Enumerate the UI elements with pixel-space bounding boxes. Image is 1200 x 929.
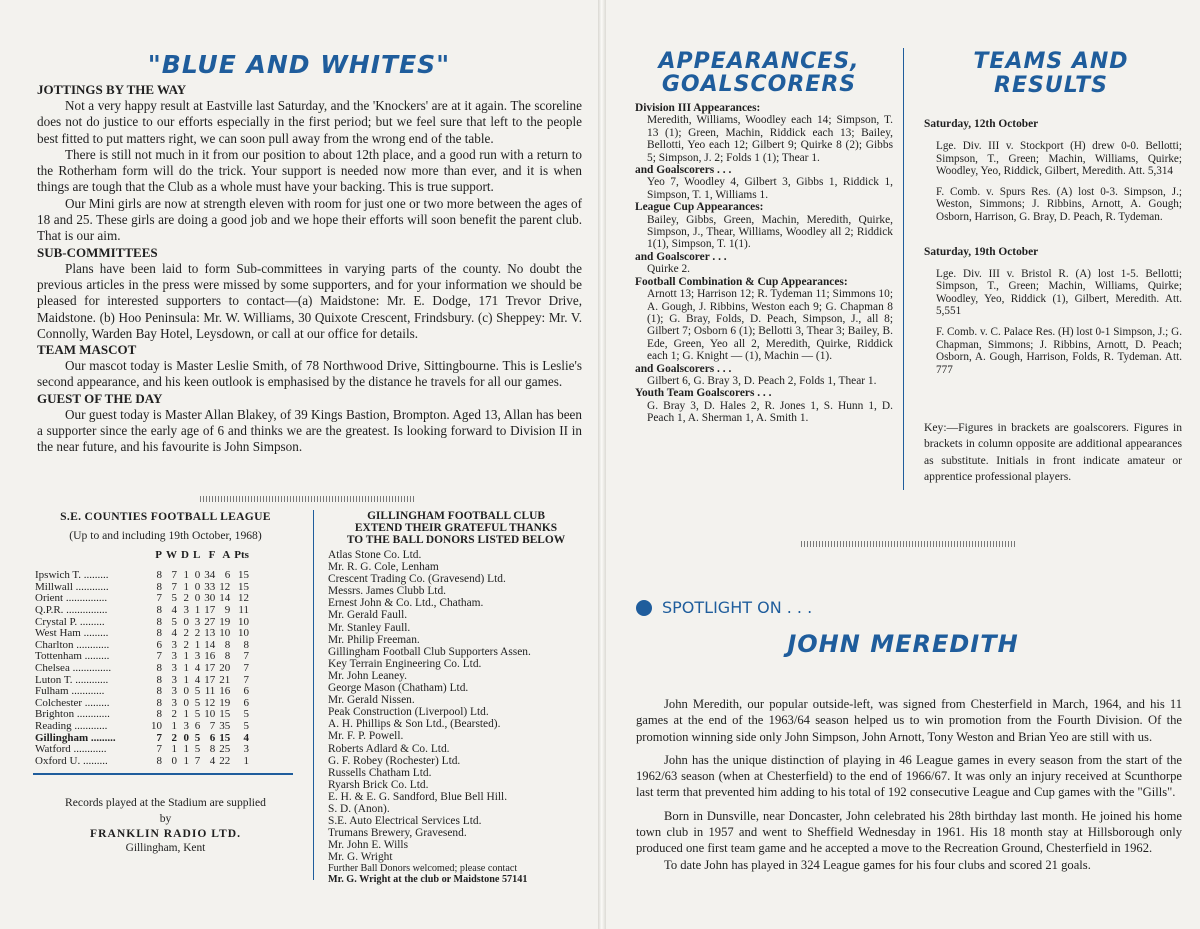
donor-item: Atlas Stone Co. Ltd.	[328, 549, 422, 561]
team-name: Brighton ............	[35, 709, 110, 721]
stat-cell: 15	[219, 708, 231, 721]
stat-cell: 6	[243, 685, 249, 698]
stat-cell: 0	[194, 592, 201, 605]
donors-heading: TO THE BALL DONORS LISTED BELOW	[346, 534, 566, 546]
team-name: Charlton ............	[35, 639, 110, 651]
results-title-line: TEAMS AND	[973, 49, 1129, 74]
spotlight-paragraph: John Meredith, our popular outside-left, was signed from Chesterfield in March, 1964, and his 11 games at the end of the 1963/64 season helped us to win promotion from the Fourth Division. Of the promotion winning side only John Simpson, John Arnott, Tony Weston and Brian Yeo are still with us.	[636, 697, 1182, 744]
stat-cell: 1	[183, 743, 189, 756]
stat-cell: 19	[219, 696, 231, 709]
appearances-text: Yeo 7, Woodley 4, Gilbert 3, Gibbs 1, Riddick 1, Simpson, T. 1, Williams 1.	[647, 176, 893, 201]
stat-cell: 1	[183, 754, 189, 767]
stat-cell: 16	[219, 685, 231, 698]
donor-item: Roberts Adlard & Co. Ltd.	[328, 742, 450, 755]
donor-item: Gillingham Football Club Supporters Assen.	[328, 645, 531, 658]
stat-cell: 5	[194, 743, 201, 756]
donor-item: Messrs. James Clubb Ltd.	[328, 585, 447, 598]
league-row	[33, 605, 251, 617]
league-row	[33, 733, 251, 745]
donor-item: Trumans Brewery, Gravesend.	[328, 827, 467, 840]
stat-cell: 6	[209, 731, 216, 744]
spotlight-label: SPOTLIGHT ON . . .	[662, 598, 813, 617]
league-table	[33, 550, 251, 768]
team-name: Luton T. ............	[35, 674, 109, 686]
league-row	[33, 663, 251, 675]
section-heading: TEAM MASCOT	[37, 342, 137, 358]
section-heading: GUEST OF THE DAY	[37, 390, 163, 406]
donor-item: Mr. Stanley Faull.	[328, 621, 411, 634]
stat-cell: 3	[183, 719, 189, 732]
stat-cell: 7	[243, 673, 249, 686]
stat-cell: 8	[156, 580, 162, 593]
stat-cell: 1	[183, 580, 189, 593]
paragraph: Plans have been laid to form Sub-committees in varying parts of the county. No doubt the previous articles in the press were missed by some supporters, and for your information we should be pleased for interested supporters to contact—(a) Maidstone: Mr. E. Dodge, 171 Trevor Drive, Maidstone. (b) Hoo Peninsula: Mr. W. Williams, 30 Quixote Crescent, Frindsbury. (c) Sheppey: Mr. V. Connolly, Warden Bay Hotel, Leysdown, or call at our office for details.	[37, 260, 582, 341]
records-note: Records played at the Stadium are supplied	[65, 796, 266, 810]
stat-cell: 8	[156, 685, 162, 698]
stat-cell: 8	[224, 650, 231, 663]
results-title	[911, 50, 1191, 98]
spotlight-paragraph: John has the unique distinction of playing in 46 League games in every season from the start of the 1962/63 season (when at Chesterfield) to the end of 1966/67. It was only an injury received at Scunthorpe last term that prevented him adding to his total of 192 consecutive League and Cup games with the "Gills".	[636, 752, 1182, 800]
stat-cell: 9	[224, 603, 231, 616]
appearances-heading: League Cup Appearances:	[635, 201, 764, 214]
results-list	[924, 118, 1182, 384]
stat-cell: 7	[243, 650, 249, 663]
stat-cell: 3	[171, 650, 177, 663]
stat-cell: 8	[209, 743, 216, 756]
stat-cell: 3	[171, 638, 177, 651]
results-key: Key:—Figures in brackets are goalscorers. Figures in brackets in column opposite are additional appearances as substitute. Initials in front indicate amateur or apprentice professional players.	[924, 421, 1182, 484]
column-header: P	[155, 548, 162, 561]
stat-cell: 10	[151, 719, 162, 732]
stat-cell: 7	[194, 754, 201, 767]
column-rule	[903, 48, 904, 490]
stat-cell: 3	[171, 696, 177, 709]
appearances-heading: Football Combination & Cup Appearances:	[635, 275, 848, 288]
donors-footer: Further Ball Donors welcomed; please contact	[328, 863, 518, 875]
stat-cell: 0	[183, 696, 189, 709]
stat-cell: 5	[243, 708, 249, 721]
stat-cell: 16	[204, 650, 216, 663]
donor-item: Ryarsh Brick Co. Ltd.	[328, 778, 429, 791]
stat-cell: 11	[204, 685, 216, 698]
stat-cell: 15	[219, 731, 231, 744]
paragraph: Our Mini girls are now at strength eleven with room for just one or two more between the ages of 18 and 25. These girls are doing a good job and we hope their efforts will soon benefit the parent club. That is our aim.	[37, 195, 582, 244]
team-name: Crystal P. .........	[35, 616, 105, 628]
column-header: L	[192, 548, 201, 561]
paragraph: Our mascot today is Master Leslie Smith, of 78 Northwood Drive, Sittingbourne. This is Leslie's second appearance, and his keen outlook is emphasised by the distance he travels for all our games.	[37, 358, 582, 390]
stat-cell: 12	[219, 580, 231, 593]
stat-cell: 8	[156, 754, 162, 767]
paragraph: There is still not much in it from our position to about 12th place, and a good run with a return to the Rotherham form will do the trick. Your support is needed now more than ever, and it is when things are tough that the Club as a whole must have your backing. This is true support.	[37, 146, 582, 195]
donor-item: Mr. John E. Wills	[328, 839, 409, 852]
team-name: Gillingham .........	[35, 732, 116, 744]
column-header: W	[166, 548, 177, 561]
match-result: F. Comb. v. Spurs Res. (A) lost 0-3. Simpson, J.; Weston, Simmons; J. Ribbins, Arnott, A. Gough; Osborn, Harrison, G. Bray, D. Peach, R. Tydeman.	[936, 185, 1182, 223]
match-result: F. Comb. v. C. Palace Res. (H) lost 0-1 Simpson, J.; G. Chapman, Simmons; J. Ribbins, Arnott, D. Peach; Osborn, A. Gough, Harrison, Folds, R. Tydeman. Att. 777	[936, 325, 1182, 376]
appearances-title	[624, 50, 894, 96]
blue-and-whites-title: "BLUE AND WHITES"	[147, 50, 451, 79]
stat-cell: 21	[219, 673, 231, 686]
league-table-block	[33, 510, 298, 854]
league-row	[33, 744, 251, 756]
spotlight-bullet	[636, 600, 652, 616]
stat-cell: 8	[156, 708, 162, 721]
results-date: Saturday, 12th October	[924, 118, 1039, 130]
stat-cell: 3	[171, 685, 177, 698]
stat-cell: 4	[194, 661, 201, 674]
spotlight-paragraph: Born in Dunsville, near Doncaster, John celebrated his 28th birthday last month. He joined his home town club in 1957 and went to Sheffield Wednesday in 1961. His 18 month stay at Hillsborough only produced one first team game and he accepted a move to the Recreation Ground, Chesterfield in 1962.	[636, 808, 1182, 856]
stat-cell: 1	[243, 754, 249, 767]
league-title: S.E. COUNTIES FOOTBALL LEAGUE	[60, 510, 271, 523]
paragraph: Not a very happy result at Eastville last Saturday, and the 'Knockers' are at it again. The scoreline does not do justice to our efforts especially in the first period; but we feel sure that left to the people best fitted to put matters right, we can soon pull away from the wrong end of the table.	[37, 98, 582, 146]
match-result: Lge. Div. III v. Bristol R. (A) lost 1-5. Bellotti; Simpson, T., Green; Machin, Williams, Quirke; Woodley, Yeo, Riddick (1), Gilbert, Meredith. Att. 5,551	[936, 267, 1182, 318]
column-header: F	[208, 548, 216, 561]
donor-item: S.E. Auto Electrical Services Ltd.	[328, 815, 482, 828]
donor-item: A. H. Phillips & Son Ltd., (Bearsted).	[328, 718, 501, 731]
appearances-text: G. Bray 3, D. Hales 2, R. Jones 1, S. Hunn 1, D. Peach 1, A. Sherman 1, A. Smith 1.	[647, 399, 893, 425]
stat-cell: 8	[224, 638, 231, 651]
league-row	[33, 698, 251, 710]
results-title-line: RESULTS	[994, 73, 1108, 98]
column-header: A	[222, 548, 231, 561]
stat-cell: 14	[219, 592, 231, 605]
stat-cell: 2	[183, 638, 189, 651]
league-row	[33, 617, 251, 629]
team-name: West Ham .........	[35, 628, 109, 640]
stat-cell: 35	[219, 719, 231, 732]
stat-cell: 0	[183, 615, 189, 628]
section-heading: SUB-COMMITTEES	[37, 244, 158, 260]
stat-cell: 1	[171, 719, 177, 732]
stat-cell: 4	[209, 754, 216, 767]
donor-item: Mr. Gerald Nissen.	[328, 694, 415, 707]
team-name: Reading ............	[35, 720, 108, 732]
stat-cell: 6	[156, 638, 162, 651]
stat-cell: 4	[171, 627, 177, 640]
appearances-heading: and Goalscorers . . .	[635, 164, 732, 177]
stat-cell: 8	[156, 696, 162, 709]
appearances-heading: Division III Appearances:	[635, 102, 761, 114]
stat-cell: 4	[194, 673, 201, 686]
divider	[801, 541, 1016, 547]
column-header: D	[181, 548, 189, 561]
appearances-list	[635, 102, 893, 425]
stat-cell: 1	[171, 743, 177, 756]
stat-cell: 1	[183, 661, 189, 674]
stat-cell: 5	[171, 592, 177, 605]
stat-cell: 0	[194, 580, 201, 593]
stat-cell: 33	[204, 580, 216, 593]
appearances-text: Gilbert 6, G. Bray 3, D. Peach 2, Folds 1, Thear 1.	[647, 374, 877, 387]
records-by: by	[159, 811, 172, 825]
stat-cell: 7	[243, 661, 249, 674]
stat-cell: 6	[224, 569, 231, 582]
donors-heading: EXTEND THEIR GRATEFUL THANKS	[354, 522, 558, 534]
stat-cell: 12	[204, 696, 216, 709]
stat-cell: 8	[156, 661, 162, 674]
donor-item: Peak Construction (Liverpool) Ltd.	[328, 706, 489, 719]
stat-cell: 8	[243, 638, 249, 651]
stat-cell: 14	[204, 638, 216, 651]
stat-cell: 22	[219, 754, 231, 767]
appearances-text: Quirke 2.	[647, 263, 691, 276]
stat-cell: 34	[204, 569, 216, 582]
spotlight-paragraph: To date John has played in 324 League games for his four clubs and scored 21 goals.	[664, 857, 1091, 872]
stat-cell: 25	[219, 743, 231, 756]
stat-cell: 7	[156, 650, 162, 663]
stat-cell: 10	[204, 708, 216, 721]
team-name: Q.P.R. ...............	[35, 604, 108, 616]
stat-cell: 8	[156, 569, 162, 582]
donor-list	[322, 549, 590, 863]
spotlight-name: JOHN MEREDITH	[787, 630, 1019, 658]
sub-committees-section	[37, 245, 582, 342]
donor-item: G. F. Robey (Rochester) Ltd.	[328, 754, 461, 767]
stat-cell: 1	[183, 650, 189, 663]
donor-item: Key Terrain Engineering Co. Ltd.	[328, 657, 482, 670]
team-name: Watford ............	[35, 744, 107, 756]
stat-cell: 7	[156, 743, 162, 756]
table-rule	[33, 773, 293, 775]
appearances-text: Bailey, Gibbs, Green, Machin, Meredith, Quirke, Simpson, J., Thear, Williams, Woodley all 2; Riddick 1(1), Simpson, T. 1(1).	[647, 213, 893, 251]
stat-cell: 7	[209, 719, 216, 732]
stat-cell: 3	[194, 650, 201, 663]
stat-cell: 7	[156, 592, 162, 605]
donor-item: George Mason (Chatham) Ltd.	[328, 682, 469, 695]
divider	[200, 496, 415, 502]
stat-cell: 20	[219, 661, 231, 674]
stat-cell: 5	[194, 685, 201, 698]
stat-cell: 17	[204, 603, 216, 616]
page-fold	[598, 0, 606, 929]
stat-cell: 5	[171, 615, 177, 628]
team-mascot-section	[37, 342, 582, 391]
stat-cell: 6	[243, 696, 249, 709]
stat-cell: 8	[156, 615, 162, 628]
league-header-row	[33, 550, 251, 562]
donors-footer: Mr. G. Wright at the club or Maidstone 57141	[328, 874, 528, 886]
team-name: Orient ...............	[35, 593, 108, 605]
column-header: Pts	[234, 548, 249, 561]
left-page	[0, 0, 598, 929]
stat-cell: 15	[237, 580, 249, 593]
team-name: Tottenham .........	[35, 651, 110, 663]
league-table-body	[33, 570, 251, 767]
donor-item: Mr. F. P. Powell.	[328, 730, 404, 743]
team-name: Colchester .........	[35, 697, 110, 709]
ball-donors-block	[322, 510, 590, 885]
stat-cell: 11	[238, 603, 249, 616]
appearances-heading: Youth Team Goalscorers . . .	[635, 387, 772, 400]
stat-cell: 0	[183, 731, 189, 744]
stat-cell: 2	[183, 592, 189, 605]
team-name: Fulham ............	[35, 686, 105, 698]
donor-item: E. H. & E. G. Sandford, Blue Bell Hill.	[328, 790, 508, 803]
donor-item: S. D. (Anon).	[328, 802, 390, 815]
stat-cell: 2	[171, 731, 177, 744]
league-row	[33, 756, 251, 768]
league-row	[33, 721, 251, 733]
team-name: Oxford U. .........	[35, 755, 108, 767]
league-row	[33, 582, 251, 594]
right-page	[606, 0, 1200, 929]
stat-cell: 1	[194, 638, 201, 651]
stat-cell: 17	[204, 661, 216, 674]
stat-cell: 7	[156, 731, 162, 744]
stat-cell: 2	[183, 627, 189, 640]
stat-cell: 8	[156, 627, 162, 640]
stat-cell: 1	[183, 673, 189, 686]
league-subtitle: (Up to and including 19th October, 1968)	[69, 529, 262, 542]
appearances-title-line: GOALSCORERS	[661, 72, 857, 97]
stat-cell: 1	[183, 708, 189, 721]
appearances-text: Arnott 13; Harrison 12; R. Tydeman 11; Simmons 10; A. Gough, J. Ribbins, Weston each 9; G. Chapman 8 (1); G. Bray, Folds, D. Peach, Simpson, J., all 8; Gilbert 7; Osborn 6 (1); Bellotti 3, Thear 3; Bailey, B. Ede, Green, Yeo all 2, Meredith, Quirke, Riddick each 1; G. Knight — (1), Machin — (1).	[647, 288, 893, 363]
stat-cell: 6	[194, 719, 201, 732]
results-date: Saturday, 19th October	[924, 245, 1039, 258]
donor-item: Mr. John Leaney.	[328, 669, 407, 682]
spotlight-body	[636, 696, 1182, 873]
stat-cell: 10	[219, 627, 231, 640]
stat-cell: 7	[171, 580, 177, 593]
stat-cell: 8	[156, 673, 162, 686]
stat-cell: 8	[156, 603, 162, 616]
paragraph: Our guest today is Master Allan Blakey, of 39 Kings Bastion, Brompton. Aged 13, Allan has been a supporter since the early age of 6 and thinks we are the greatest. Is looking forward to Division II in the near future, and his favourite is John Simpson.	[37, 406, 582, 455]
stat-cell: 1	[183, 569, 189, 582]
stat-cell: 27	[204, 615, 216, 628]
stat-cell: 2	[194, 627, 201, 640]
appearances-heading: and Goalscorers . . .	[635, 362, 732, 375]
stat-cell: 7	[171, 569, 177, 582]
league-row	[33, 570, 251, 582]
donors-heading: GILLINGHAM FOOTBALL CLUB	[367, 510, 545, 522]
stat-cell: 10	[237, 615, 249, 628]
stat-cell: 4	[171, 603, 177, 616]
supplier-name: FRANKLIN RADIO LTD.	[90, 827, 241, 841]
stat-cell: 1	[194, 603, 201, 616]
league-row	[33, 675, 251, 687]
stat-cell: 5	[243, 719, 249, 732]
section-heading: JOTTINGS BY THE WAY	[37, 82, 187, 97]
stat-cell: 5	[194, 731, 201, 744]
stat-cell: 3	[194, 615, 201, 628]
league-row	[33, 593, 251, 605]
stat-cell: 30	[204, 592, 216, 605]
team-name: Chelsea ..............	[35, 662, 112, 674]
stat-cell: 5	[194, 696, 201, 709]
stat-cell: 17	[204, 673, 216, 686]
stat-cell: 0	[194, 569, 201, 582]
supplier-place: Gillingham, Kent	[125, 842, 206, 855]
league-row	[33, 709, 251, 721]
column-rule	[313, 510, 314, 880]
donor-item: Mr. G. Wright	[328, 851, 393, 864]
league-row	[33, 686, 251, 698]
appearances-heading: and Goalscorer . . .	[635, 250, 727, 263]
stat-cell: 2	[171, 708, 177, 721]
league-row	[33, 651, 251, 663]
stat-cell: 5	[194, 708, 201, 721]
team-name: Ipswich T. .........	[35, 570, 109, 582]
stat-cell: 3	[171, 661, 177, 674]
stat-cell: 0	[183, 685, 189, 698]
appearances-title-line: APPEARANCES,	[658, 49, 860, 74]
donor-item: Mr. R. G. Cole, Lenham	[328, 561, 439, 574]
team-name: Millwall ............	[35, 581, 109, 593]
stat-cell: 4	[243, 731, 249, 744]
donor-item: Russells Chatham Ltd.	[328, 766, 432, 779]
stat-cell: 0	[171, 754, 177, 767]
stat-cell: 10	[237, 627, 249, 640]
jottings-section	[37, 82, 582, 245]
stat-cell: 12	[237, 592, 249, 605]
stat-cell: 3	[243, 743, 249, 756]
appearances-text: Meredith, Williams, Woodley each 14; Simpson, T. 13 (1); Green, Machin, Riddick each 13; Bailey, Bellotti, Yeo each 12; Gilbert 9; Quirke 8 (2); Gibbs 5; Simpson, J. 2; Folds 1 (1); Thear 1.	[647, 114, 893, 164]
donor-item: Ernest John & Co. Ltd., Chatham.	[328, 597, 484, 610]
donor-item: Crescent Trading Co. (Gravesend) Ltd.	[328, 573, 506, 586]
league-row	[33, 628, 251, 640]
stat-cell: 3	[171, 673, 177, 686]
donor-item: Mr. Philip Freeman.	[328, 633, 420, 646]
league-row	[33, 640, 251, 652]
stat-cell: 19	[219, 615, 231, 628]
guest-of-the-day-section	[37, 391, 582, 456]
jottings-column	[37, 82, 582, 456]
donor-item: Mr. Gerald Faull.	[328, 609, 408, 622]
match-result: Lge. Div. III v. Stockport (H) drew 0-0. Bellotti; Simpson, T., Green; Machin, Williams, Quirke; Woodley, Yeo, Riddick, Gilbert, Meredith. Att. 5,314	[936, 140, 1182, 178]
stat-cell: 15	[237, 569, 249, 582]
stat-cell: 13	[204, 627, 216, 640]
stat-cell: 3	[183, 603, 189, 616]
